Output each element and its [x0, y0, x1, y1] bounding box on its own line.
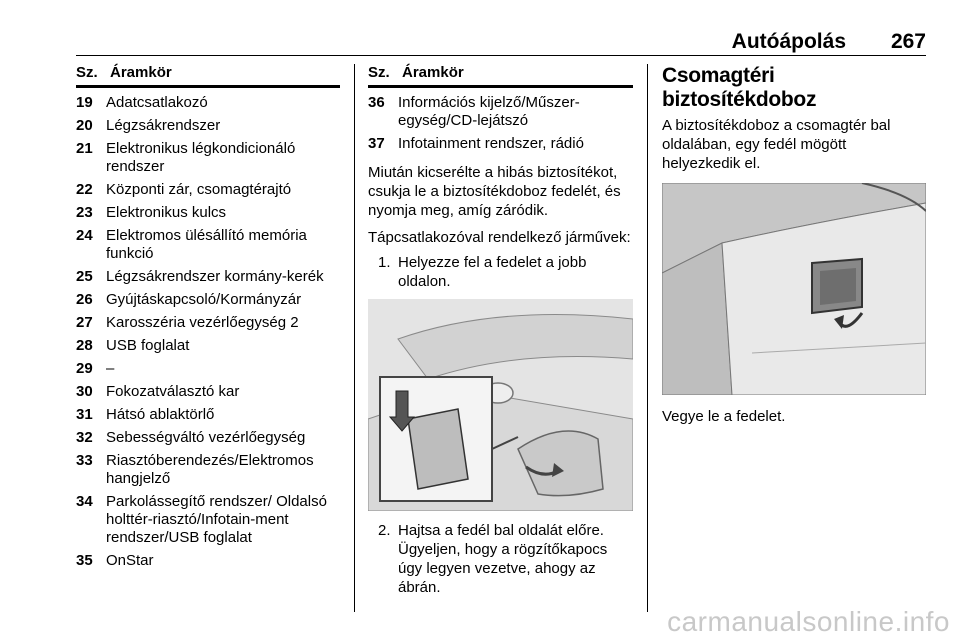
fuse-number: 35: [76, 552, 93, 569]
col-number-header: Sz.: [368, 64, 390, 81]
col-number-header: Sz.: [76, 64, 98, 81]
table-row: [368, 135, 633, 153]
fuse-number: 28: [76, 337, 93, 354]
section-title: Autóápolás: [731, 30, 846, 53]
circuit-name: Sebességváltó vezérlőegység: [106, 429, 306, 446]
col-circuit-header: Áramkör: [110, 64, 172, 81]
table-header: [368, 64, 633, 88]
fuse-number: 22: [76, 181, 93, 198]
header-rule: [76, 55, 926, 56]
circuit-name: OnStar: [106, 552, 154, 569]
circuit-name: USB foglalat: [106, 337, 190, 354]
circuit-name: Légzsákrendszer kormány-kerék: [106, 268, 324, 285]
middle-column: [368, 64, 633, 597]
circuit-name: Karosszéria vezérlőegység 2: [106, 314, 299, 331]
table-row: [76, 429, 340, 447]
fuse-number: 24: [76, 227, 93, 244]
fuse-number: 29: [76, 360, 93, 377]
fuse-number: 31: [76, 406, 93, 423]
table-body: [368, 94, 633, 153]
circuit-name: Információs kijelző/Műszer-egység/CD-lejátszó: [398, 94, 580, 129]
page-number: 267: [890, 30, 926, 53]
step-text: Helyezze fel a fedelet a jobb oldalon.: [398, 254, 587, 290]
fuse-table-left: [76, 64, 340, 575]
table-row: [76, 493, 340, 547]
circuit-name: –: [106, 360, 115, 377]
step-item: [368, 253, 633, 291]
table-row: [76, 227, 340, 263]
section-heading: Csomagtéri biztosítékdoboz: [662, 64, 817, 111]
table-row: [76, 117, 340, 135]
table-row: [76, 383, 340, 401]
table-row: [76, 94, 340, 112]
circuit-name: Adatcsatlakozó: [106, 94, 208, 111]
table-row: [76, 337, 340, 355]
circuit-name: Hátsó ablaktörlő: [106, 406, 215, 423]
table-row: [76, 181, 340, 199]
step-number: 2.: [378, 522, 391, 539]
circuit-name: Elektronikus légkondicionáló rendszer: [106, 140, 296, 175]
circuit-name: Parkolássegítő rendszer/ Oldalsó holttér-riasztó/Infotain-ment rendszer/USB foglalat: [106, 493, 327, 546]
trunk-fuse-box-illustration: [662, 183, 926, 395]
table-row: [76, 314, 340, 332]
step-text: Hajtsa a fedél bal oldalát előre. Ügyeljen, hogy a rögzítőkapocs úgy legyen vezetve, ahogy az ábrán.: [398, 522, 608, 596]
fuse-number: 34: [76, 493, 93, 510]
fuse-number: 25: [76, 268, 93, 285]
fuse-number: 33: [76, 452, 93, 469]
fuse-number: 26: [76, 291, 93, 308]
circuit-name: Fokozatválasztó kar: [106, 383, 240, 400]
fuse-number: 20: [76, 117, 93, 134]
fuse-cover-install-illustration: [368, 299, 633, 511]
circuit-name: Gyújtáskapcsoló/Kormányzár: [106, 291, 302, 308]
table-row: [76, 406, 340, 424]
fuse-number: 30: [76, 383, 93, 400]
circuit-name: Riasztóberendezés/Elektromos hangjelző: [106, 452, 314, 487]
circuit-name: Központi zár, csomagtérajtó: [106, 181, 292, 198]
column-divider: [647, 64, 648, 612]
table-row: [76, 452, 340, 488]
table-row: [76, 291, 340, 309]
fuse-number: 23: [76, 204, 93, 221]
fuse-number: 37: [368, 135, 385, 152]
table-header: [76, 64, 340, 88]
table-row: [76, 268, 340, 286]
table-row: [76, 140, 340, 176]
paragraph: Miután kicserélte a hibás biztosítékot, csukja le a biztosítékdoboz fedelét, és nyomja meg, amíg záródik.: [368, 164, 621, 219]
paragraph: A biztosítékdoboz a csomagtér bal oldalában, egy fedél mögött helyezkedik el.: [662, 117, 891, 172]
fuse-number: 32: [76, 429, 93, 446]
table-body: [76, 94, 340, 570]
column-divider: [354, 64, 355, 612]
circuit-name: Elektronikus kulcs: [106, 204, 227, 221]
table-row: [76, 552, 340, 570]
paragraph: Tápcsatlakozóval rendelkező járművek:: [368, 229, 631, 246]
table-row: [76, 204, 340, 222]
right-column: [662, 64, 926, 426]
table-row: [76, 360, 340, 378]
fuse-number: 36: [368, 94, 385, 111]
fuse-number: 21: [76, 140, 93, 157]
table-row: [368, 94, 633, 130]
col-circuit-header: Áramkör: [402, 64, 464, 81]
fuse-number: 27: [76, 314, 93, 331]
step-number: 1.: [378, 254, 391, 271]
circuit-name: Elektromos ülésállító memória funkció: [106, 227, 307, 262]
circuit-name: Infotainment rendszer, rádió: [398, 135, 584, 152]
page-header: [76, 30, 926, 56]
paragraph: Vegye le a fedelet.: [662, 408, 786, 425]
circuit-name: Légzsákrendszer: [106, 117, 221, 134]
fuse-number: 19: [76, 94, 93, 111]
watermark: carmanualsonline.info: [667, 606, 950, 637]
step-item: [368, 521, 633, 597]
